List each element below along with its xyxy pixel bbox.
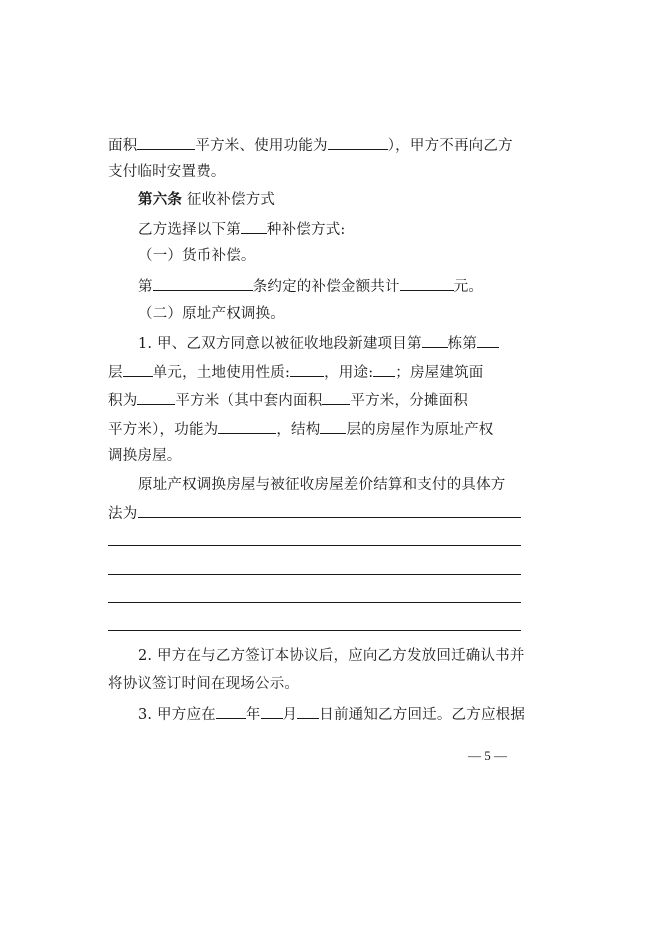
text-span: 日前通知乙方回迁。乙方应根据	[319, 707, 526, 723]
blank-field	[297, 703, 319, 719]
text-span: 年	[245, 707, 261, 723]
blank-field	[477, 332, 499, 348]
article-heading	[138, 190, 523, 210]
blank-field	[400, 275, 454, 291]
blank-line	[108, 545, 521, 546]
blank-field	[123, 361, 153, 377]
text-span: 月	[282, 707, 298, 723]
text-span: 单元，土地使用性质:	[152, 365, 291, 381]
text-span: 将协议签订时间在现场公示。	[108, 676, 300, 692]
blank-field	[137, 134, 195, 150]
text-span: 第	[138, 279, 153, 295]
article-title: 征收补偿方式	[182, 192, 276, 208]
text-span: 原址产权调换房屋与被征收房屋差价结算和支付的具体方	[138, 477, 506, 493]
text-span: 栋第	[447, 336, 478, 352]
blank-field	[216, 703, 246, 719]
text-span: 法为	[108, 506, 138, 522]
blank-field	[261, 703, 283, 719]
text-line	[108, 389, 523, 411]
blank-field	[218, 418, 276, 434]
blank-line	[108, 574, 521, 575]
text-line	[108, 504, 523, 524]
text-line	[108, 361, 523, 383]
text-line	[138, 332, 523, 354]
text-span: 积为	[108, 393, 138, 409]
text-span: 支付临时安置费。	[108, 164, 226, 180]
blank-field	[290, 361, 324, 377]
article-number: 第六条	[138, 191, 183, 208]
blank-field	[153, 275, 253, 291]
text-line	[138, 703, 526, 725]
text-line	[108, 674, 523, 694]
blank-field	[322, 389, 350, 405]
text-line	[108, 446, 523, 466]
text-span: 种补偿方式:	[266, 222, 346, 238]
text-span: 层	[108, 365, 123, 381]
blank-field	[137, 389, 175, 405]
text-span: 3. 甲方应在	[138, 707, 216, 723]
blank-field	[328, 134, 388, 150]
text-span: 面积	[108, 138, 138, 154]
text-span: （一）货币补偿。	[138, 248, 256, 264]
blank-line	[108, 630, 521, 631]
text-line	[108, 162, 523, 182]
blank-field	[373, 361, 395, 377]
text-span: 平方米，分摊面积	[350, 393, 469, 409]
text-span: ；房屋建筑面	[395, 365, 484, 381]
text-span: 2. 甲方在与乙方签订本协议后，应向乙方发放回迁确认书并	[138, 648, 525, 664]
text-span: 层的房屋作为原址产权	[346, 422, 494, 438]
blank-field	[422, 332, 448, 348]
text-line	[138, 646, 523, 666]
blank-line	[108, 602, 521, 603]
blank-field	[320, 418, 346, 434]
text-span: 元。	[453, 279, 484, 295]
text-span: 平方米），功能为	[108, 422, 219, 438]
text-span: 平方米（其中套内面积	[175, 393, 323, 409]
text-span: （二）原址产权调换。	[138, 306, 285, 322]
text-line	[108, 418, 523, 440]
text-span: 1. 甲、乙双方同意以被征收地段新建项目第	[138, 336, 422, 352]
text-span: 平方米、使用功能为	[195, 138, 328, 154]
text-span: 乙方选择以下第	[138, 222, 241, 238]
text-span: ，用途:	[324, 365, 374, 381]
page-number: — 5 —	[468, 748, 507, 763]
text-line	[138, 246, 523, 266]
text-line	[138, 475, 523, 495]
text-span: 条约定的补偿金额共计	[252, 279, 400, 295]
blank-field	[241, 218, 267, 234]
text-span: ，结构	[276, 422, 321, 438]
text-line	[138, 304, 523, 324]
text-line	[108, 134, 523, 156]
text-line	[138, 218, 523, 240]
blank-line	[138, 517, 521, 518]
text-line	[138, 275, 523, 297]
text-span: 调换房屋。	[108, 448, 182, 464]
text-span: ），甲方不再向乙方	[387, 138, 513, 154]
